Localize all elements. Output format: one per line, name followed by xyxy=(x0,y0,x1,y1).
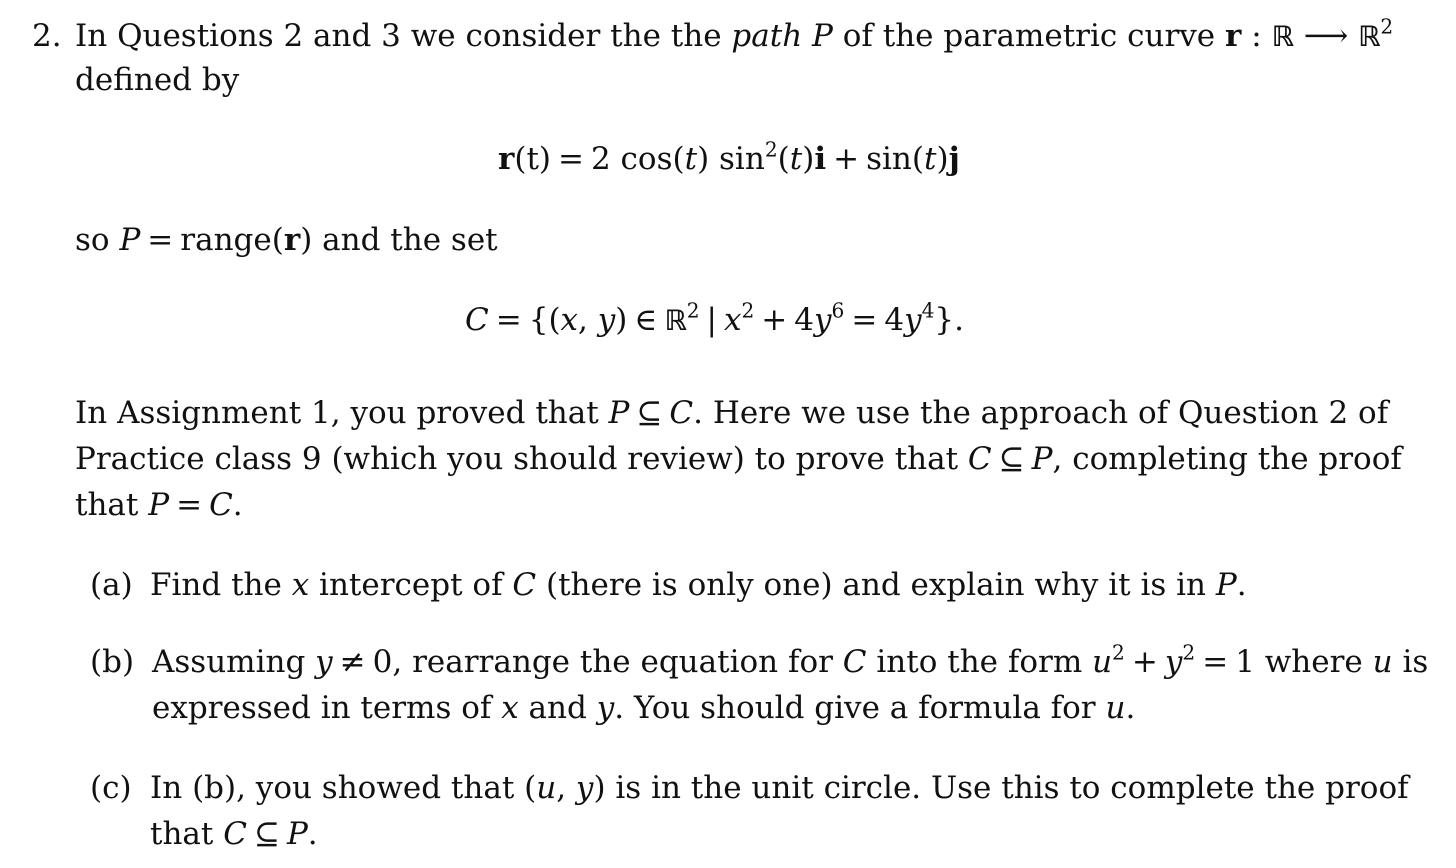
part-b-label: (b) xyxy=(90,644,135,680)
intro-text-part: of the parametric curve xyxy=(832,18,1225,54)
text-part: ) and the set xyxy=(300,222,498,258)
coefficient: 4 xyxy=(794,302,814,338)
eq-part: ( xyxy=(777,141,790,177)
context-paragraph xyxy=(75,390,1402,528)
variable-u: u xyxy=(1105,690,1126,726)
plus-sign: + xyxy=(833,141,860,177)
variable-u: u xyxy=(1372,644,1393,680)
text-part: 0, rearrange the equation for xyxy=(372,644,843,680)
equals-sign: = xyxy=(495,302,522,338)
subset-symbol: ⊆ xyxy=(998,441,1025,477)
equals-sign: = xyxy=(558,141,584,177)
equals-sign: = xyxy=(147,222,174,258)
text-part: . xyxy=(307,816,318,852)
intro-text-part: In Questions 2 and 3 we consider the the xyxy=(75,18,732,54)
subset-symbol: ⊆ xyxy=(253,816,280,852)
equals-sign: = xyxy=(176,487,203,523)
text-part: that xyxy=(75,487,149,523)
part-a-text xyxy=(150,562,1247,608)
variable-y: y xyxy=(596,690,615,726)
text-part: range( xyxy=(180,222,284,258)
set-definition xyxy=(465,297,964,344)
variable-y: y xyxy=(1164,644,1183,680)
variable-y: y xyxy=(814,302,832,338)
plus-sign: + xyxy=(761,302,788,338)
variable-y: y xyxy=(575,770,594,806)
variable-x: x xyxy=(560,302,579,338)
text-part: (there is only one) and explain why it is in xyxy=(536,567,1216,603)
curve-symbol: r xyxy=(498,141,515,177)
text-part: into the form xyxy=(866,644,1093,680)
colon: : xyxy=(1241,18,1272,54)
text-part: . xyxy=(1125,690,1136,726)
eq-part: ) xyxy=(936,141,949,177)
text-part: expressed in terms of xyxy=(152,690,502,726)
set-symbol: C xyxy=(465,302,489,338)
set-symbol: C xyxy=(842,644,867,680)
text-part: Assuming xyxy=(152,644,316,680)
path-symbol: P xyxy=(1215,567,1237,603)
subset-symbol: ⊆ xyxy=(636,395,663,431)
variable-u: u xyxy=(1092,644,1113,680)
eq-part: ) sin xyxy=(697,141,765,177)
path-symbol: P xyxy=(812,18,833,54)
question-number: 2. xyxy=(32,18,62,54)
part-c-label: (c) xyxy=(90,770,132,806)
variable-y: y xyxy=(315,644,333,680)
text-part: 1 where xyxy=(1235,644,1373,680)
eq-part: , xyxy=(578,302,598,338)
exponent: 2 xyxy=(1380,14,1394,39)
eq-part: 2 cos( xyxy=(590,141,685,177)
path-symbol: P xyxy=(1031,441,1053,477)
part-c-text xyxy=(150,765,1409,857)
text-part: In (b), you showed that ( xyxy=(150,770,537,806)
text-part: . xyxy=(232,487,243,523)
exponent: 2 xyxy=(1112,640,1125,665)
eq-part: ) xyxy=(802,141,815,177)
intro-text xyxy=(75,14,1393,102)
path-symbol: P xyxy=(119,222,141,258)
curve-equation xyxy=(498,136,960,182)
eq-part: (t) xyxy=(514,141,551,177)
path-symbol: P xyxy=(148,487,170,523)
eq-part: }. xyxy=(934,302,964,338)
element-of-symbol: ∈ xyxy=(634,302,658,338)
so-line xyxy=(75,217,498,263)
exponent: 2 xyxy=(686,298,700,323)
set-symbol: C xyxy=(669,395,694,431)
eq-part: {( xyxy=(528,302,561,338)
text-part: . You should give a formula for xyxy=(614,690,1106,726)
unit-vector-i: i xyxy=(814,141,827,177)
variable-y: y xyxy=(904,302,922,338)
eq-part: sin( xyxy=(866,141,924,177)
variable-y: y xyxy=(597,302,616,338)
path-term: path xyxy=(731,18,803,54)
such-that-bar: | xyxy=(706,302,717,338)
variable-u: u xyxy=(536,770,557,806)
exponent: 4 xyxy=(921,298,935,323)
variable-x: x xyxy=(723,302,742,338)
arrow-symbol: ⟶ xyxy=(1293,18,1359,54)
text-part: , completing the proof xyxy=(1052,441,1402,477)
path-symbol: P xyxy=(286,816,308,852)
equals-sign: = xyxy=(851,302,878,338)
text-part: , xyxy=(556,770,576,806)
text-part: . xyxy=(1236,567,1247,603)
variable-x: x xyxy=(501,690,519,726)
variable-x: x xyxy=(291,567,310,603)
curve-symbol: r xyxy=(283,222,301,258)
reals-symbol: ℝ xyxy=(664,304,687,337)
text-part: . Here we use the approach of Question 2 of xyxy=(693,395,1389,431)
text-part: Find the xyxy=(150,567,292,603)
exponent: 2 xyxy=(764,137,778,162)
exponent: 2 xyxy=(741,298,755,323)
plus-sign: + xyxy=(1131,644,1158,680)
not-equal-sign: ≠ xyxy=(339,644,366,680)
coefficient: 4 xyxy=(884,302,905,338)
text-part: and xyxy=(518,690,597,726)
text-part: ) is in the unit circle. Use this to complete the proof xyxy=(593,770,1409,806)
exponent: 2 xyxy=(1182,640,1196,665)
set-symbol: C xyxy=(223,816,247,852)
part-b-text xyxy=(152,639,1428,731)
text-part: that xyxy=(150,816,224,852)
set-symbol: C xyxy=(209,487,233,523)
part-a-label: (a) xyxy=(90,567,133,603)
curve-symbol: r xyxy=(1225,18,1242,54)
unit-vector-j: j xyxy=(948,141,960,177)
intro-line-2: defined by xyxy=(75,62,240,98)
text-part: In Assignment 1, you proved that xyxy=(75,395,609,431)
variable-t: t xyxy=(789,141,803,177)
text-part: Practice class 9 (which you should review) to prove that xyxy=(75,441,968,477)
set-symbol: C xyxy=(512,567,537,603)
text-part: so xyxy=(75,222,120,258)
variable-t: t xyxy=(684,141,698,177)
reals-symbol: ℝ xyxy=(1358,20,1381,53)
reals-symbol: ℝ xyxy=(1271,20,1294,53)
exponent: 6 xyxy=(831,298,845,323)
text-part: intercept of xyxy=(309,567,513,603)
variable-t: t xyxy=(923,141,937,177)
equals-sign: = xyxy=(1202,644,1229,680)
path-symbol: P xyxy=(608,395,630,431)
text-part: is xyxy=(1392,644,1429,680)
eq-part: ) xyxy=(615,302,628,338)
set-symbol: C xyxy=(967,441,992,477)
